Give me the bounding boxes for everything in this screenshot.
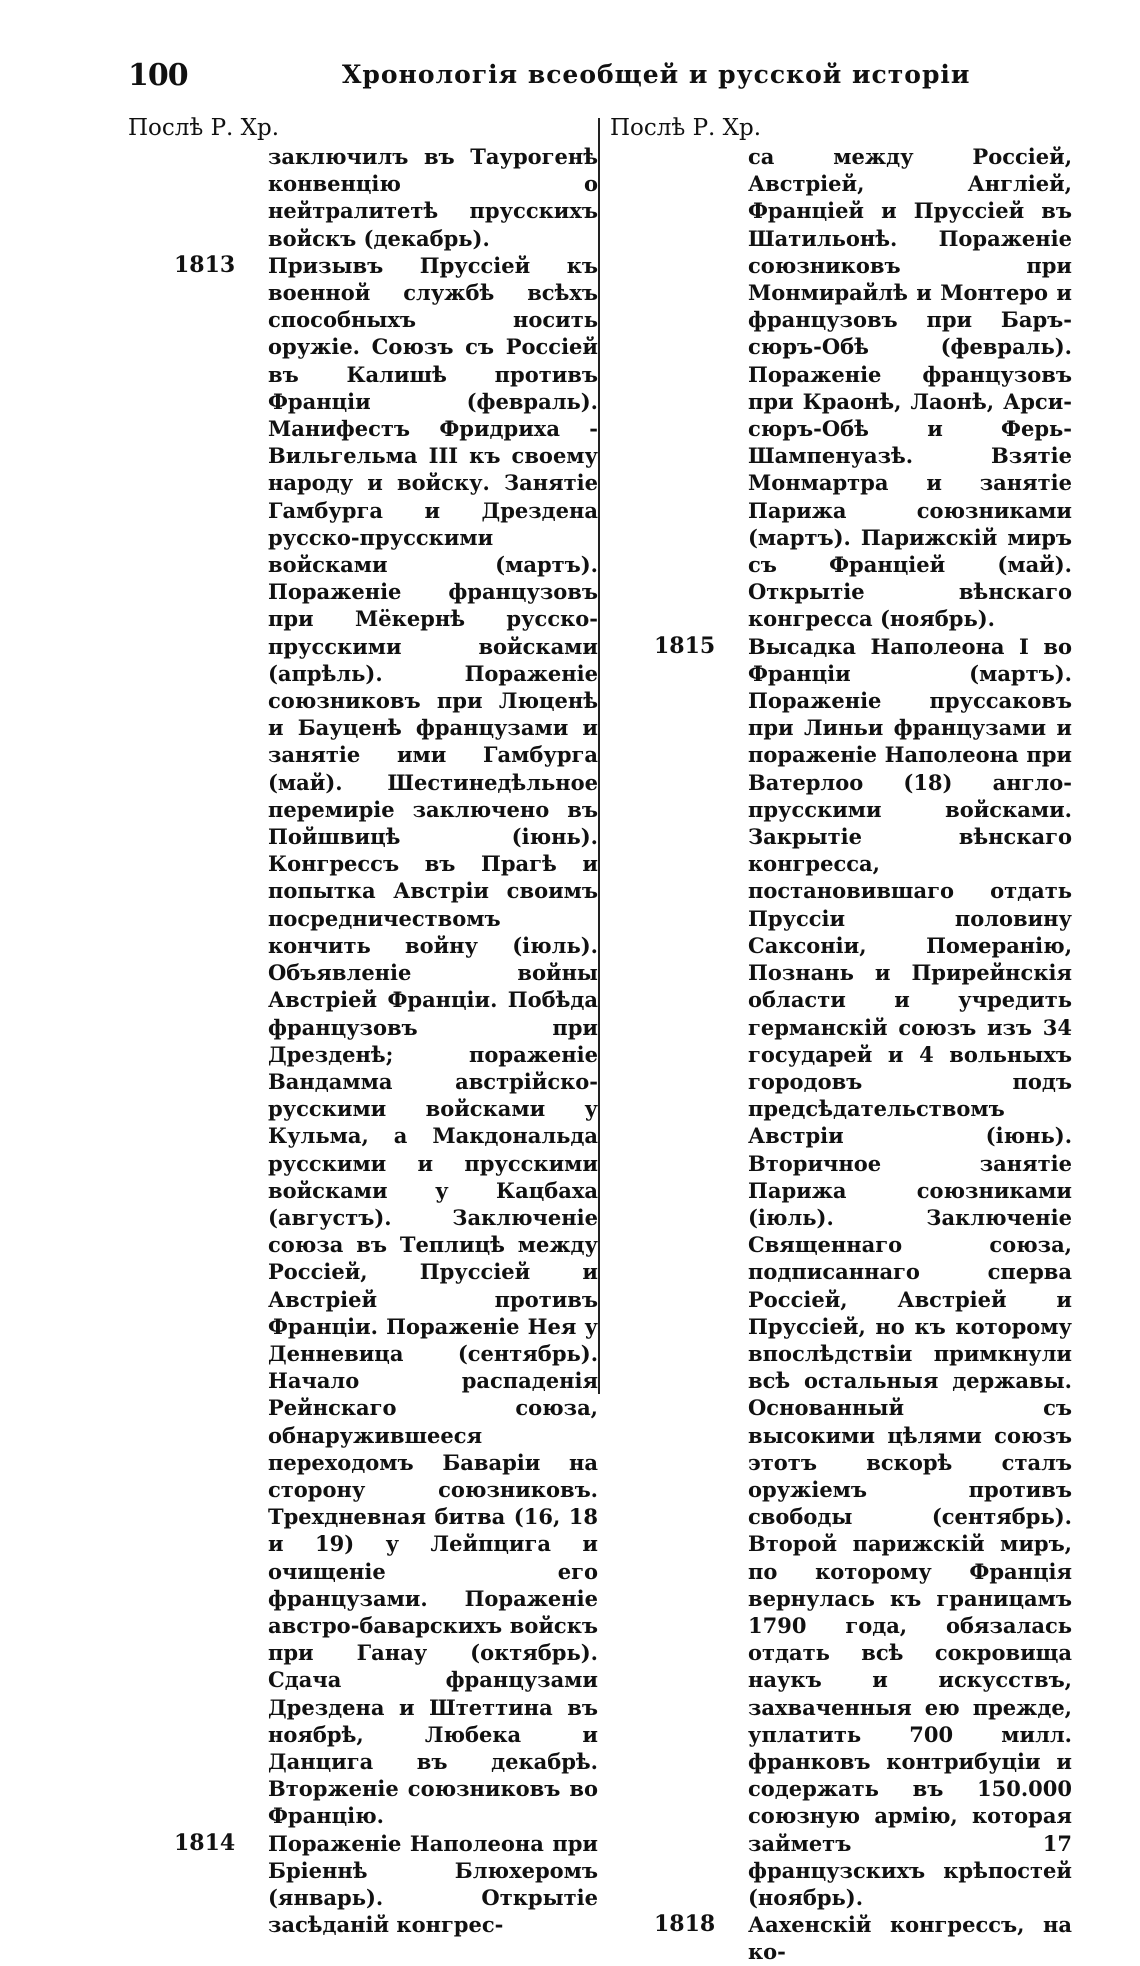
page-number: 100	[128, 58, 188, 93]
column-divider	[598, 118, 600, 1394]
entry-text: заключилъ въ Таурогенѣ конвенцію о нейтралитетѣ прусскихъ войскъ (декабрь).	[268, 144, 598, 251]
running-title: Хронологія всеобщей и русской исторіи	[342, 60, 971, 89]
entry-year: 1818	[654, 1911, 716, 1938]
entry-text: Высадка Наполеона I во Франціи (мартъ). Пораженіе пруссаковъ при Линьи французами и пораженіе Наполеона при Ватерлоо (18) англо-прусскими войсками. Закрытіе вѣнскаго конгресса, постановившаго отдать Пруссіи половину Саксоніи, Померанію, Познань и Прирейнскія области и учредить германскій союзъ изъ 34 государей и 4 вольныхъ городовъ подъ предсѣдательствомъ Австріи (іюнь). Вторичное занятіе Парижа союзниками (іюль). Заключеніе Священнаго союза, подписаннаго сперва Россіей, Австріей и Пруссіей, но къ которому впослѣдствіи примкнули всѣ остальныя державы. Основанный съ высокими цѣлями союзъ этотъ вскорѣ сталъ оружіемъ противъ свободы (сентябрь). Второй парижскій миръ, по которому Франція вернулась къ границамъ 1790 года, обязалась отдать всѣ сокровища наукъ и искусствъ, захваченныя ею прежде, уплатить 700 милл. франковъ контрибуціи и содержать въ 150.000 союзную армію, которая займетъ 17 французскихъ крѣпостей (ноябрь).	[748, 633, 1072, 1910]
page-header	[128, 58, 1028, 98]
entry-text: са между Россіей, Австріей, Англіей, Франціей и Пруссіей въ Шатильонѣ. Пораженіе союзниковъ при Монмирайлѣ и Монтеро и французовъ при Баръ-сюръ-Обѣ (февраль). Пораженіе французовъ при Краонѣ, Лаонѣ, Арси-сюръ-Обѣ и Ферь-Шампенуазѣ. Взятіе Монмартра и занятіе Парижа союзниками (мартъ). Парижскій миръ съ Франціей (май). Открытіе вѣнскаго конгресса (ноябрь).	[748, 144, 1072, 632]
chronology-entry	[610, 633, 1072, 1912]
chronology-entry	[128, 1830, 598, 1939]
left-column	[128, 113, 598, 1938]
right-column-label: Послѣ Р. Хр.	[610, 115, 762, 141]
chronology-entry	[610, 143, 1072, 633]
right-column	[610, 113, 1072, 1966]
entry-text: Аахенскій конгрессъ, на ко-	[748, 1912, 1072, 1965]
chronology-entry	[610, 1911, 1072, 1965]
left-column-label: Послѣ Р. Хр.	[128, 115, 280, 141]
entry-year: 1814	[174, 1829, 236, 1856]
entry-text: Пораженіе Наполеона при Бріеннѣ Блюхеромъ (январь). Открытіе засѣданій конгрес-	[268, 1830, 598, 1938]
entry-text: Призывъ Пруссіей къ военной службѣ всѣхъ способныхъ носить оружіе. Союзъ съ Россіей въ Калишѣ противъ Франціи (февраль). Манифестъ Фридриха - Вильгельма III къ своему народу и войску. Занятіе Гамбурга и Дрездена русско-прусскими войсками (мартъ). Пораженіе французовъ при Мёкернѣ русско-прусскими войсками (апрѣль). Пораженіе союзниковъ при Люценѣ и Бауценѣ французами и занятіе ими Гамбурга (май). Шестинедѣльное перемиріе заключено въ Пойшвицѣ (іюнь). Конгрессъ въ Прагѣ и попытка Австріи своимъ посредничествомъ кончить войну (іюль). Объявленіе войны Австріей Франціи. Побѣда французовъ при Дрезденѣ; пораженіе Вандамма австрійско-русскими войсками у Кульма, а Макдональда русскими и прусскими войсками у Кацбаха (августъ). Заключеніе союза въ Теплицѣ между Россіей, Пруссіей и Австріей противъ Франціи. Пораженіе Нея у Денневица (сентябрь). Начало распаденія Рейнскаго союза, обнаружившееся переходомъ Баваріи на сторону союзниковъ. Трехдневная битва (16, 18 и 19) у Лейпцига и очищеніе его французами. Пораженіе австро-баварскихъ войскъ при Ганау (октябрь). Сдача французами Дрездена и Штеттина въ ноябрѣ, Любека и Данцига въ декабрѣ. Вторженіе союзниковъ во Францію.	[268, 252, 598, 1829]
entry-year: 1813	[174, 251, 236, 278]
entry-year: 1815	[654, 632, 716, 659]
chronology-entry	[128, 252, 598, 1830]
chronology-entry	[128, 143, 598, 252]
